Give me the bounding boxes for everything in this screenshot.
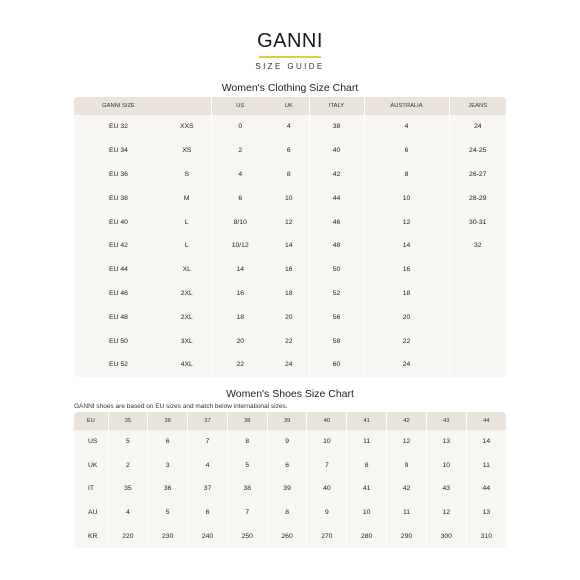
table-cell: 35 xyxy=(108,477,148,501)
table-cell: EU 34 xyxy=(74,139,163,163)
table-cell: L xyxy=(163,210,211,234)
table-row xyxy=(74,353,506,377)
table-cell xyxy=(449,282,506,306)
column-header: 40 xyxy=(307,412,347,430)
table-cell: 5 xyxy=(148,501,188,525)
table-cell: 30-31 xyxy=(449,210,506,234)
table-cell: 0 xyxy=(211,115,269,139)
size-guide-header xyxy=(0,0,580,71)
table-cell: 6 xyxy=(269,139,309,163)
table-cell: 5 xyxy=(227,454,267,478)
table-cell: M xyxy=(163,186,211,210)
table-cell: 10 xyxy=(347,501,387,525)
table-cell: EU 44 xyxy=(74,258,163,282)
table-cell: 16 xyxy=(211,282,269,306)
table-cell: 6 xyxy=(267,454,307,478)
table-cell: 42 xyxy=(387,477,427,501)
table-cell: 2XL xyxy=(163,282,211,306)
table-cell: 14 xyxy=(269,234,309,258)
table-cell: EU 32 xyxy=(74,115,163,139)
table-cell: 10/12 xyxy=(211,234,269,258)
column-header xyxy=(163,97,211,115)
table-cell: XXS xyxy=(163,115,211,139)
column-header: 39 xyxy=(267,412,307,430)
table-row xyxy=(74,163,506,187)
table-cell: 56 xyxy=(309,305,364,329)
table-cell: 6 xyxy=(211,186,269,210)
table-cell: 16 xyxy=(269,258,309,282)
table-cell: 5 xyxy=(108,430,148,454)
table-cell: 44 xyxy=(466,477,506,501)
table-cell: EU 52 xyxy=(74,353,163,377)
table-cell: 8 xyxy=(267,501,307,525)
table-cell: 24 xyxy=(449,115,506,139)
table-cell: 12 xyxy=(387,430,427,454)
table-cell: 41 xyxy=(347,477,387,501)
column-header: AUSTRALIA xyxy=(364,97,449,115)
table-cell: 42 xyxy=(309,163,364,187)
table-row xyxy=(74,258,506,282)
table-cell: 20 xyxy=(211,329,269,353)
table-cell: 2 xyxy=(211,139,269,163)
table-cell: 4XL xyxy=(163,353,211,377)
table-cell: 40 xyxy=(309,139,364,163)
table-cell xyxy=(449,305,506,329)
table-cell: 12 xyxy=(426,501,466,525)
column-header: 42 xyxy=(387,412,427,430)
table-cell: 40 xyxy=(307,477,347,501)
table-cell: EU 42 xyxy=(74,234,163,258)
table-cell: 18 xyxy=(364,282,449,306)
column-header: 41 xyxy=(347,412,387,430)
column-header: 37 xyxy=(188,412,228,430)
table-row xyxy=(74,282,506,306)
table-cell: 13 xyxy=(466,501,506,525)
table-cell: 6 xyxy=(148,430,188,454)
column-header: EU xyxy=(74,412,108,430)
table-cell: 22 xyxy=(211,353,269,377)
column-header: JEANS xyxy=(449,97,506,115)
table-cell: 4 xyxy=(364,115,449,139)
table-cell: 260 xyxy=(267,524,307,548)
table-cell: 46 xyxy=(309,210,364,234)
table-cell: 43 xyxy=(426,477,466,501)
table-cell: 16 xyxy=(364,258,449,282)
table-cell: 8 xyxy=(364,163,449,187)
table-row xyxy=(74,234,506,258)
row-label: IT xyxy=(74,477,108,501)
table-cell: 6 xyxy=(188,501,228,525)
column-header: UK xyxy=(269,97,309,115)
table-cell: 39 xyxy=(267,477,307,501)
table-cell: 6 xyxy=(364,139,449,163)
table-cell: 11 xyxy=(387,501,427,525)
table-row xyxy=(74,430,506,454)
table-cell: 13 xyxy=(426,430,466,454)
table-cell xyxy=(449,258,506,282)
column-header: 44 xyxy=(466,412,506,430)
table-cell: EU 46 xyxy=(74,282,163,306)
table-cell: 4 xyxy=(188,454,228,478)
column-header: GANNI SIZE xyxy=(74,97,163,115)
table-cell: 18 xyxy=(211,305,269,329)
column-header: 38 xyxy=(227,412,267,430)
table-cell: 36 xyxy=(148,477,188,501)
shoes-chart-title: Women's Shoes Size Chart xyxy=(226,388,354,400)
table-cell: 7 xyxy=(188,430,228,454)
clothing-size-table xyxy=(74,97,506,377)
table-cell: 24 xyxy=(364,353,449,377)
column-header: 35 xyxy=(108,412,148,430)
table-cell: EU 36 xyxy=(74,163,163,187)
table-cell: 14 xyxy=(466,430,506,454)
table-cell: 14 xyxy=(211,258,269,282)
table-cell: S xyxy=(163,163,211,187)
table-row xyxy=(74,524,506,548)
table-cell: 10 xyxy=(426,454,466,478)
table-cell: 12 xyxy=(269,210,309,234)
column-header: 43 xyxy=(426,412,466,430)
table-cell: 60 xyxy=(309,353,364,377)
table-cell: 300 xyxy=(426,524,466,548)
table-row xyxy=(74,186,506,210)
table-cell: 52 xyxy=(309,282,364,306)
table-cell: 32 xyxy=(449,234,506,258)
table-cell: 280 xyxy=(347,524,387,548)
table-cell: 11 xyxy=(347,430,387,454)
shoes-note: GANNI shoes are based on EU sizes and match below international sizes. xyxy=(74,403,288,410)
table-cell: 22 xyxy=(364,329,449,353)
table-cell: L xyxy=(163,234,211,258)
table-cell: EU 40 xyxy=(74,210,163,234)
table-cell: 230 xyxy=(148,524,188,548)
table-cell: 9 xyxy=(307,501,347,525)
table-row xyxy=(74,210,506,234)
table-cell: 8 xyxy=(347,454,387,478)
row-label: AU xyxy=(74,501,108,525)
table-cell: 24 xyxy=(269,353,309,377)
table-cell: 38 xyxy=(227,477,267,501)
table-cell: 28-29 xyxy=(449,186,506,210)
table-cell: 22 xyxy=(269,329,309,353)
table-cell xyxy=(449,353,506,377)
table-cell: 2 xyxy=(108,454,148,478)
table-cell: 58 xyxy=(309,329,364,353)
table-row xyxy=(74,305,506,329)
table-row xyxy=(74,501,506,525)
table-cell: 270 xyxy=(307,524,347,548)
table-row xyxy=(74,329,506,353)
row-label: US xyxy=(74,430,108,454)
table-cell: EU 48 xyxy=(74,305,163,329)
table-cell: 3XL xyxy=(163,329,211,353)
column-header: US xyxy=(211,97,269,115)
table-cell: EU 50 xyxy=(74,329,163,353)
shoes-size-table xyxy=(74,412,506,548)
table-cell: 44 xyxy=(309,186,364,210)
brand-underline xyxy=(259,56,321,58)
row-label: UK xyxy=(74,454,108,478)
table-cell: 50 xyxy=(309,258,364,282)
table-cell: 250 xyxy=(227,524,267,548)
table-cell: 3 xyxy=(148,454,188,478)
table-cell: 8 xyxy=(227,430,267,454)
table-cell: 38 xyxy=(309,115,364,139)
clothing-chart-title: Women's Clothing Size Chart xyxy=(221,82,359,94)
table-cell: 12 xyxy=(364,210,449,234)
row-label: KR xyxy=(74,524,108,548)
table-cell: 48 xyxy=(309,234,364,258)
table-cell: 10 xyxy=(269,186,309,210)
shoes-header-row xyxy=(74,412,506,430)
column-header: 36 xyxy=(148,412,188,430)
table-cell: 26-27 xyxy=(449,163,506,187)
table-row xyxy=(74,139,506,163)
page-subtitle: SIZE GUIDE xyxy=(255,62,325,71)
table-row xyxy=(74,454,506,478)
table-cell: 290 xyxy=(387,524,427,548)
table-cell: EU 38 xyxy=(74,186,163,210)
table-cell: 220 xyxy=(108,524,148,548)
table-cell: 2XL xyxy=(163,305,211,329)
table-cell: 10 xyxy=(364,186,449,210)
table-cell: 10 xyxy=(307,430,347,454)
table-cell: 7 xyxy=(307,454,347,478)
table-cell: 8/10 xyxy=(211,210,269,234)
table-cell: 18 xyxy=(269,282,309,306)
table-cell: XL xyxy=(163,258,211,282)
table-cell: 20 xyxy=(364,305,449,329)
table-cell: 37 xyxy=(188,477,228,501)
table-cell: 14 xyxy=(364,234,449,258)
table-cell: 20 xyxy=(269,305,309,329)
table-cell: 4 xyxy=(269,115,309,139)
clothing-header-row xyxy=(74,97,506,115)
table-cell: 310 xyxy=(466,524,506,548)
table-cell: XS xyxy=(163,139,211,163)
table-cell: 4 xyxy=(108,501,148,525)
table-cell: 4 xyxy=(211,163,269,187)
table-row xyxy=(74,115,506,139)
table-cell: 8 xyxy=(269,163,309,187)
brand-logo: GANNI xyxy=(257,30,323,52)
table-cell: 11 xyxy=(466,454,506,478)
table-cell: 240 xyxy=(188,524,228,548)
table-cell: 9 xyxy=(267,430,307,454)
table-row xyxy=(74,477,506,501)
column-header: ITALY xyxy=(309,97,364,115)
table-cell: 7 xyxy=(227,501,267,525)
table-cell xyxy=(449,329,506,353)
table-cell: 24-25 xyxy=(449,139,506,163)
table-cell: 9 xyxy=(387,454,427,478)
